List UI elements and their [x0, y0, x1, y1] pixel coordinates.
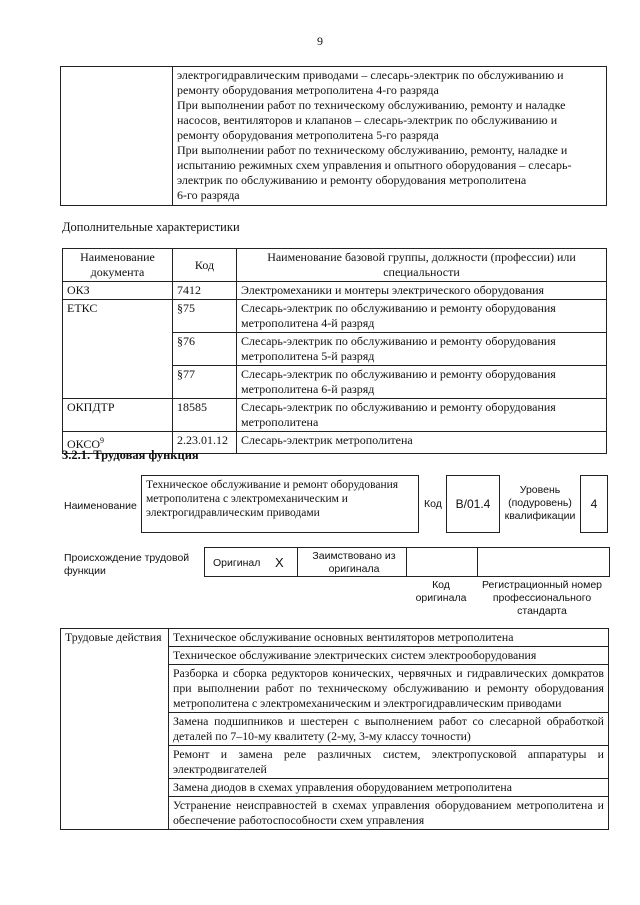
origin-divider [477, 548, 478, 576]
continuation-text-cell [173, 67, 607, 206]
table-row [63, 399, 607, 432]
action-item: Разборка и сборка редукторов конических, червячных и гидравлических домкратов при выполнении работ по техническому обслуживанию и ремонту оборудования метрополитена с электромеханическим и электрогидравлическим приводами [169, 665, 609, 713]
action-item: Замена диодов в схемах управления оборудованием метрополитена [169, 779, 609, 797]
name-cell: Слесарь-электрик по обслуживанию и ремонту оборудования метрополитена 5-й разряд [237, 333, 607, 366]
action-item: Техническое обслуживание основных вентиляторов метрополитена [169, 629, 609, 647]
origin-box [204, 547, 610, 577]
action-item: Устранение неисправностей в схемах управления оборудованием метрополитена и обеспечение работоспособности схем управления [169, 797, 609, 830]
code-cell: §76 [173, 333, 237, 366]
level-label: Уровень (подуровень) квалификации [504, 484, 576, 522]
origin-label: Происхождение трудовой функции [64, 552, 190, 577]
code-cell: §75 [173, 300, 237, 333]
table-row [63, 282, 607, 300]
header-name: Наименование базовой группы, должности (профессии) или специальности [237, 249, 607, 282]
doc-text: ОКСО [67, 437, 101, 451]
code-caption: Код оригинала [415, 579, 467, 604]
origin-divider [406, 548, 407, 576]
continuation-paragraph: электрогидравлическим приводами – слесарь-электрик по обслуживанию и ремонту оборудования метрополитена 4-го разряда [177, 68, 564, 97]
code-label: Код [424, 498, 442, 510]
doc-cell: ОКЗ [63, 282, 173, 300]
name-label: Наименование [64, 500, 137, 512]
actions-table [60, 628, 609, 830]
name-cell: Слесарь-электрик по обслуживанию и ремонту оборудования метрополитена [237, 399, 607, 432]
code-cell: 2.23.01.12 [173, 432, 237, 454]
original-mark: X [275, 555, 284, 570]
original-label: Оригинал [213, 557, 261, 569]
name-cell: Слесарь-электрик метрополитена [237, 432, 607, 454]
continuation-paragraph: При выполнении работ по техническому обслуживанию, ремонту и наладке насосов, вентиляторов и клапанов – слесарь-электрик по обслуживанию и ремонту оборудования метрополитена 5-го разряда [177, 98, 566, 142]
action-item: Техническое обслуживание электрических систем электрооборудования [169, 647, 609, 665]
name-cell: Слесарь-электрик по обслуживанию и ремонту оборудования метрополитена 6-й разряд [237, 366, 607, 399]
doc-cell: ОКПДТР [63, 399, 173, 432]
name-cell: Слесарь-электрик по обслуживанию и ремонту оборудования метрополитена 4-й разряд [237, 300, 607, 333]
additional-heading: Дополнительные характеристики [62, 220, 240, 234]
additional-table [62, 248, 607, 454]
doc-cell: ЕТКС [63, 300, 173, 399]
origin-divider [297, 548, 298, 576]
page-number: 9 [317, 34, 323, 48]
continuation-empty-cell [61, 67, 173, 206]
borrowed-label: Заимствовано из оригинала [312, 550, 396, 575]
continuation-paragraph: 6-го разряда [177, 188, 240, 202]
function-code-box: B/01.4 [446, 475, 500, 533]
actions-label: Трудовые действия [61, 629, 169, 830]
code-cell: §77 [173, 366, 237, 399]
code-cell: 7412 [173, 282, 237, 300]
header-doc: Наименование документа [63, 249, 173, 282]
level-value-box: 4 [580, 475, 608, 533]
code-cell: 18585 [173, 399, 237, 432]
continuation-table [60, 66, 607, 206]
function-name-box: Техническое обслуживание и ремонт оборудования метрополитена с электромеханическим и электрогидравлическим приводами [141, 475, 419, 533]
table-row [61, 629, 609, 647]
reg-caption: Регистрационный номер профессионального стандарта [482, 579, 602, 617]
header-code: Код [173, 249, 237, 282]
section-title: 3.2.1. Трудовая функция [62, 448, 199, 462]
name-cell: Электромеханики и монтеры электрического оборудования [237, 282, 607, 300]
table-row [63, 300, 607, 333]
action-item: Замена подшипников и шестерен с выполнением работ со слесарной обработкой деталей по 7–10-му квалитету (2-му, 3-му классу точности) [169, 713, 609, 746]
action-item: Ремонт и замена реле различных систем, электропусковой аппаратуры и электродвигателей [169, 746, 609, 779]
footnote-ref: 9 [100, 436, 105, 445]
continuation-paragraph: При выполнении работ по техническому обслуживанию, ремонту, наладке и испытанию режимных схем управления и опытного оборудования – слесарь-электрик по обслуживанию и ремонту оборудования метрополитена [177, 143, 572, 187]
